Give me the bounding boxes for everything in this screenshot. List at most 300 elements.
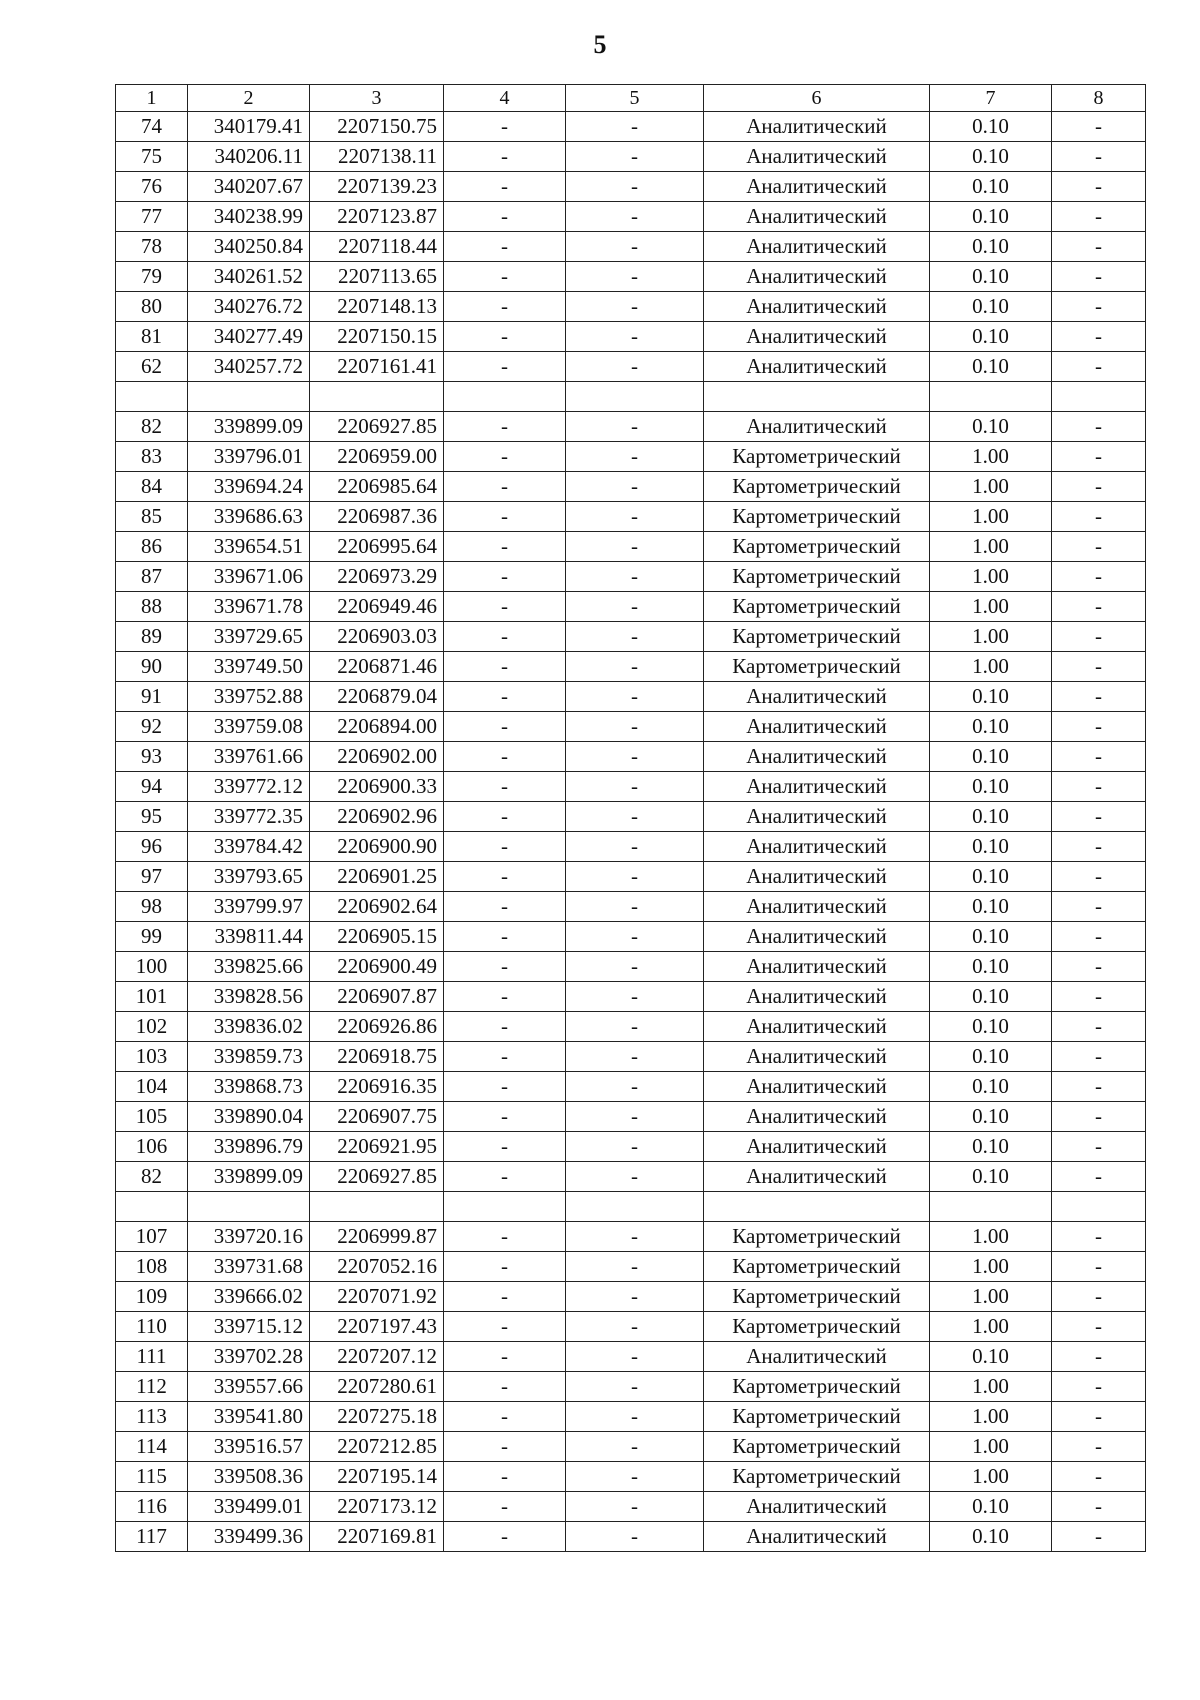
cell-col-8: - [1052,142,1146,172]
table-row [116,1432,1146,1462]
table-row [116,682,1146,712]
cell-point-number: 96 [116,832,188,862]
cell-col-4: - [444,1252,566,1282]
cell-y-coordinate: 2206871.46 [310,652,444,682]
cell-method: Картометрический [704,472,930,502]
cell-point-number: 92 [116,712,188,742]
cell-point-number: 100 [116,952,188,982]
cell-method: Аналитический [704,1522,930,1552]
cell-col-5: - [566,1492,704,1522]
column-header-5: 5 [566,85,704,112]
cell-method: Аналитический [704,952,930,982]
cell-col-8: - [1052,412,1146,442]
cell-method: Аналитический [704,802,930,832]
cell-y-coordinate: 2206902.64 [310,892,444,922]
cell-col-5: - [566,112,704,142]
table-row [116,502,1146,532]
cell-accuracy: 0.10 [930,922,1052,952]
cell-point-number: 116 [116,1492,188,1522]
cell-col-8: - [1052,592,1146,622]
cell-accuracy: 0.10 [930,682,1052,712]
cell-accuracy: 1.00 [930,1432,1052,1462]
cell-point-number: 80 [116,292,188,322]
cell-col-4: - [444,1222,566,1252]
cell-method: Картометрический [704,562,930,592]
cell-col-4: - [444,1132,566,1162]
table-row [116,1462,1146,1492]
cell-point-number: 94 [116,772,188,802]
cell-col-8: - [1052,1132,1146,1162]
cell-accuracy: 0.10 [930,892,1052,922]
cell-x-coordinate: 339541.80 [188,1402,310,1432]
cell-point-number: 82 [116,1162,188,1192]
cell-method: Аналитический [704,832,930,862]
cell-col-4: - [444,502,566,532]
cell-col-8: - [1052,1312,1146,1342]
cell-col-4: - [444,1492,566,1522]
table-row [116,892,1146,922]
cell-col-8: - [1052,892,1146,922]
cell-method: Картометрический [704,652,930,682]
cell-y-coordinate: 2207052.16 [310,1252,444,1282]
cell-col-5: - [566,682,704,712]
cell-col-4: - [444,1072,566,1102]
cell-method: Аналитический [704,292,930,322]
cell-accuracy: 1.00 [930,472,1052,502]
cell-col-8: - [1052,472,1146,502]
cell-col-5: - [566,592,704,622]
cell-col-4: - [444,1282,566,1312]
cell-x-coordinate: 339761.66 [188,742,310,772]
cell-y-coordinate: 2207123.87 [310,202,444,232]
table-row [116,532,1146,562]
cell-x-coordinate: 339499.01 [188,1492,310,1522]
column-header-4: 4 [444,85,566,112]
table-row [116,802,1146,832]
cell-y-coordinate [310,1192,444,1222]
cell-col-4: - [444,652,566,682]
cell-col-5: - [566,922,704,952]
table-row [116,112,1146,142]
cell-point-number: 87 [116,562,188,592]
cell-y-coordinate [310,382,444,412]
table-row [116,1522,1146,1552]
cell-col-5: - [566,1072,704,1102]
cell-accuracy: 1.00 [930,1312,1052,1342]
column-header-7: 7 [930,85,1052,112]
cell-col-5: - [566,832,704,862]
cell-point-number: 83 [116,442,188,472]
cell-point-number: 108 [116,1252,188,1282]
cell-col-5: - [566,352,704,382]
cell-x-coordinate: 339729.65 [188,622,310,652]
cell-y-coordinate: 2207280.61 [310,1372,444,1402]
cell-y-coordinate: 2207195.14 [310,1462,444,1492]
cell-point-number: 95 [116,802,188,832]
cell-point-number: 102 [116,1012,188,1042]
cell-y-coordinate: 2207173.12 [310,1492,444,1522]
table-row [116,1312,1146,1342]
cell-col-4: - [444,262,566,292]
cell-point-number: 78 [116,232,188,262]
cell-method: Картометрический [704,1372,930,1402]
cell-y-coordinate: 2206973.29 [310,562,444,592]
cell-point-number [116,382,188,412]
cell-method: Картометрический [704,1282,930,1312]
cell-y-coordinate: 2206903.03 [310,622,444,652]
cell-accuracy: 0.10 [930,1012,1052,1042]
cell-method: Картометрический [704,592,930,622]
cell-y-coordinate: 2206901.25 [310,862,444,892]
cell-col-5: - [566,1342,704,1372]
table-row [116,412,1146,442]
cell-y-coordinate: 2206894.00 [310,712,444,742]
cell-col-4: - [444,412,566,442]
cell-y-coordinate: 2206949.46 [310,592,444,622]
cell-col-4: - [444,1342,566,1372]
cell-point-number: 101 [116,982,188,1012]
cell-point-number: 90 [116,652,188,682]
table-row [116,832,1146,862]
cell-method: Аналитический [704,112,930,142]
cell-y-coordinate: 2206927.85 [310,1162,444,1192]
cell-method: Картометрический [704,622,930,652]
cell-col-5: - [566,142,704,172]
cell-point-number: 115 [116,1462,188,1492]
table-row [116,1012,1146,1042]
cell-y-coordinate: 2207148.13 [310,292,444,322]
cell-method: Аналитический [704,322,930,352]
cell-col-5: - [566,1252,704,1282]
cell-col-8: - [1052,1012,1146,1042]
table-row [116,472,1146,502]
cell-col-5: - [566,1462,704,1492]
cell-col-5: - [566,1162,704,1192]
cell-col-4: - [444,1012,566,1042]
cell-point-number: 99 [116,922,188,952]
cell-col-4: - [444,1312,566,1342]
cell-point-number: 81 [116,322,188,352]
cell-col-5: - [566,982,704,1012]
cell-x-coordinate: 339686.63 [188,502,310,532]
cell-col-4: - [444,1102,566,1132]
cell-x-coordinate: 339836.02 [188,1012,310,1042]
cell-y-coordinate: 2206900.33 [310,772,444,802]
cell-point-number: 97 [116,862,188,892]
table-row [116,1222,1146,1252]
cell-method: Аналитический [704,412,930,442]
cell-accuracy: 1.00 [930,532,1052,562]
cell-method: Аналитический [704,142,930,172]
cell-x-coordinate: 339508.36 [188,1462,310,1492]
cell-x-coordinate: 340179.41 [188,112,310,142]
cell-method: Аналитический [704,1132,930,1162]
cell-accuracy: 0.10 [930,1102,1052,1132]
cell-accuracy: 0.10 [930,1072,1052,1102]
cell-method: Аналитический [704,202,930,232]
cell-col-8: - [1052,862,1146,892]
cell-point-number: 105 [116,1102,188,1132]
cell-point-number: 103 [116,1042,188,1072]
column-header-2: 2 [188,85,310,112]
cell-point-number: 86 [116,532,188,562]
cell-x-coordinate: 339671.06 [188,562,310,592]
cell-x-coordinate: 340277.49 [188,322,310,352]
cell-y-coordinate: 2207150.75 [310,112,444,142]
cell-method: Аналитический [704,982,930,1012]
table-row [116,1492,1146,1522]
cell-x-coordinate: 340257.72 [188,352,310,382]
table-row [116,772,1146,802]
cell-y-coordinate: 2206902.00 [310,742,444,772]
cell-col-5: - [566,1222,704,1252]
cell-x-coordinate: 339890.04 [188,1102,310,1132]
cell-col-8: - [1052,982,1146,1012]
cell-point-number: 85 [116,502,188,532]
cell-accuracy: 1.00 [930,502,1052,532]
table-row [116,922,1146,952]
cell-accuracy: 0.10 [930,412,1052,442]
cell-col-5: - [566,502,704,532]
table-row [116,592,1146,622]
table-row [116,1102,1146,1132]
cell-col-5: - [566,1432,704,1462]
cell-point-number: 79 [116,262,188,292]
cell-col-4: - [444,832,566,862]
cell-x-coordinate [188,1192,310,1222]
cell-point-number: 114 [116,1432,188,1462]
cell-method: Аналитический [704,232,930,262]
cell-y-coordinate: 2207275.18 [310,1402,444,1432]
table-row [116,1342,1146,1372]
cell-col-5: - [566,412,704,442]
table-row [116,1192,1146,1222]
cell-col-4: - [444,532,566,562]
cell-col-8: - [1052,1462,1146,1492]
table-row [116,1372,1146,1402]
cell-method: Картометрический [704,1432,930,1462]
cell-x-coordinate: 339671.78 [188,592,310,622]
cell-accuracy: 1.00 [930,592,1052,622]
cell-point-number: 93 [116,742,188,772]
cell-point-number: 112 [116,1372,188,1402]
cell-point-number: 89 [116,622,188,652]
cell-y-coordinate: 2206879.04 [310,682,444,712]
cell-accuracy [930,382,1052,412]
cell-col-4: - [444,862,566,892]
cell-x-coordinate: 339899.09 [188,1162,310,1192]
cell-col-4: - [444,202,566,232]
cell-accuracy: 0.10 [930,952,1052,982]
cell-x-coordinate: 340250.84 [188,232,310,262]
cell-col-5: - [566,622,704,652]
cell-point-number: 98 [116,892,188,922]
table-row [116,1132,1146,1162]
cell-col-5: - [566,892,704,922]
cell-method: Картометрический [704,442,930,472]
cell-accuracy: 0.10 [930,1492,1052,1522]
cell-accuracy: 1.00 [930,1372,1052,1402]
column-header-8: 8 [1052,85,1146,112]
cell-col-8: - [1052,532,1146,562]
table-row [116,1042,1146,1072]
table-row [116,322,1146,352]
cell-accuracy: 0.10 [930,742,1052,772]
cell-y-coordinate: 2206900.90 [310,832,444,862]
cell-y-coordinate: 2206985.64 [310,472,444,502]
cell-col-4: - [444,982,566,1012]
cell-col-8: - [1052,1072,1146,1102]
cell-accuracy: 0.10 [930,772,1052,802]
cell-x-coordinate: 339715.12 [188,1312,310,1342]
cell-col-4: - [444,922,566,952]
cell-x-coordinate: 339793.65 [188,862,310,892]
cell-method: Аналитический [704,262,930,292]
cell-method: Аналитический [704,862,930,892]
cell-method: Аналитический [704,352,930,382]
cell-point-number: 113 [116,1402,188,1432]
cell-y-coordinate: 2207161.41 [310,352,444,382]
cell-col-8: - [1052,442,1146,472]
cell-accuracy: 0.10 [930,1132,1052,1162]
cell-point-number: 75 [116,142,188,172]
cell-point-number: 62 [116,352,188,382]
cell-col-8: - [1052,292,1146,322]
table-row [116,382,1146,412]
cell-col-8: - [1052,742,1146,772]
cell-point-number [116,1192,188,1222]
cell-col-8: - [1052,1402,1146,1432]
table-row [116,952,1146,982]
cell-accuracy: 1.00 [930,1402,1052,1432]
cell-col-5: - [566,1372,704,1402]
cell-point-number: 91 [116,682,188,712]
cell-point-number: 117 [116,1522,188,1552]
cell-y-coordinate: 2207138.11 [310,142,444,172]
column-header-1: 1 [116,85,188,112]
cell-col-5: - [566,1012,704,1042]
cell-method: Аналитический [704,892,930,922]
cell-accuracy: 0.10 [930,1162,1052,1192]
cell-col-8: - [1052,1342,1146,1372]
cell-accuracy: 1.00 [930,1252,1052,1282]
cell-y-coordinate: 2207071.92 [310,1282,444,1312]
cell-point-number: 77 [116,202,188,232]
cell-point-number: 107 [116,1222,188,1252]
cell-y-coordinate: 2206987.36 [310,502,444,532]
cell-col-5: - [566,652,704,682]
cell-accuracy: 0.10 [930,232,1052,262]
cell-col-5: - [566,1402,704,1432]
cell-col-5: - [566,772,704,802]
cell-x-coordinate: 339825.66 [188,952,310,982]
cell-method: Аналитический [704,712,930,742]
cell-method: Картометрический [704,532,930,562]
cell-col-8: - [1052,802,1146,832]
cell-col-8: - [1052,562,1146,592]
cell-col-8: - [1052,322,1146,352]
table-row [116,352,1146,382]
cell-col-8: - [1052,1222,1146,1252]
cell-col-4: - [444,1162,566,1192]
table-row [116,232,1146,262]
cell-col-5: - [566,952,704,982]
cell-col-8: - [1052,262,1146,292]
cell-y-coordinate: 2206927.85 [310,412,444,442]
cell-y-coordinate: 2206995.64 [310,532,444,562]
cell-col-8: - [1052,922,1146,952]
cell-col-5: - [566,172,704,202]
cell-col-8: - [1052,112,1146,142]
cell-method: Аналитический [704,772,930,802]
cell-y-coordinate: 2207139.23 [310,172,444,202]
cell-col-4: - [444,112,566,142]
cell-method: Картометрический [704,1222,930,1252]
cell-col-4 [444,382,566,412]
cell-x-coordinate: 339796.01 [188,442,310,472]
cell-col-4: - [444,352,566,382]
table-body [116,112,1146,1552]
cell-accuracy: 0.10 [930,1522,1052,1552]
cell-col-4: - [444,802,566,832]
cell-y-coordinate: 2206907.75 [310,1102,444,1132]
cell-accuracy: 0.10 [930,982,1052,1012]
cell-col-8: - [1052,712,1146,742]
cell-x-coordinate: 339694.24 [188,472,310,502]
table-row [116,1282,1146,1312]
cell-x-coordinate: 339899.09 [188,412,310,442]
cell-x-coordinate [188,382,310,412]
cell-col-5: - [566,202,704,232]
cell-accuracy: 0.10 [930,322,1052,352]
column-header-6: 6 [704,85,930,112]
cell-accuracy: 1.00 [930,1282,1052,1312]
cell-method: Аналитический [704,922,930,952]
cell-col-5 [566,1192,704,1222]
cell-col-8: - [1052,172,1146,202]
cell-point-number: 76 [116,172,188,202]
cell-col-4: - [444,592,566,622]
cell-accuracy: 0.10 [930,802,1052,832]
table-row [116,202,1146,232]
cell-accuracy: 0.10 [930,142,1052,172]
cell-col-5: - [566,802,704,832]
cell-col-5: - [566,862,704,892]
table-row [116,1072,1146,1102]
cell-accuracy: 0.10 [930,262,1052,292]
cell-col-5: - [566,232,704,262]
cell-y-coordinate: 2207197.43 [310,1312,444,1342]
cell-col-8: - [1052,1042,1146,1072]
cell-accuracy: 0.10 [930,862,1052,892]
cell-x-coordinate: 340207.67 [188,172,310,202]
cell-method: Аналитический [704,1072,930,1102]
cell-x-coordinate: 339772.35 [188,802,310,832]
table-row [116,262,1146,292]
table-row [116,742,1146,772]
cell-col-5: - [566,742,704,772]
cell-col-8: - [1052,202,1146,232]
cell-col-5 [566,382,704,412]
cell-x-coordinate: 340261.52 [188,262,310,292]
cell-col-8: - [1052,772,1146,802]
cell-accuracy: 0.10 [930,352,1052,382]
cell-col-4: - [444,682,566,712]
cell-col-4: - [444,442,566,472]
cell-col-4: - [444,562,566,592]
cell-x-coordinate: 339868.73 [188,1072,310,1102]
cell-y-coordinate: 2206921.95 [310,1132,444,1162]
